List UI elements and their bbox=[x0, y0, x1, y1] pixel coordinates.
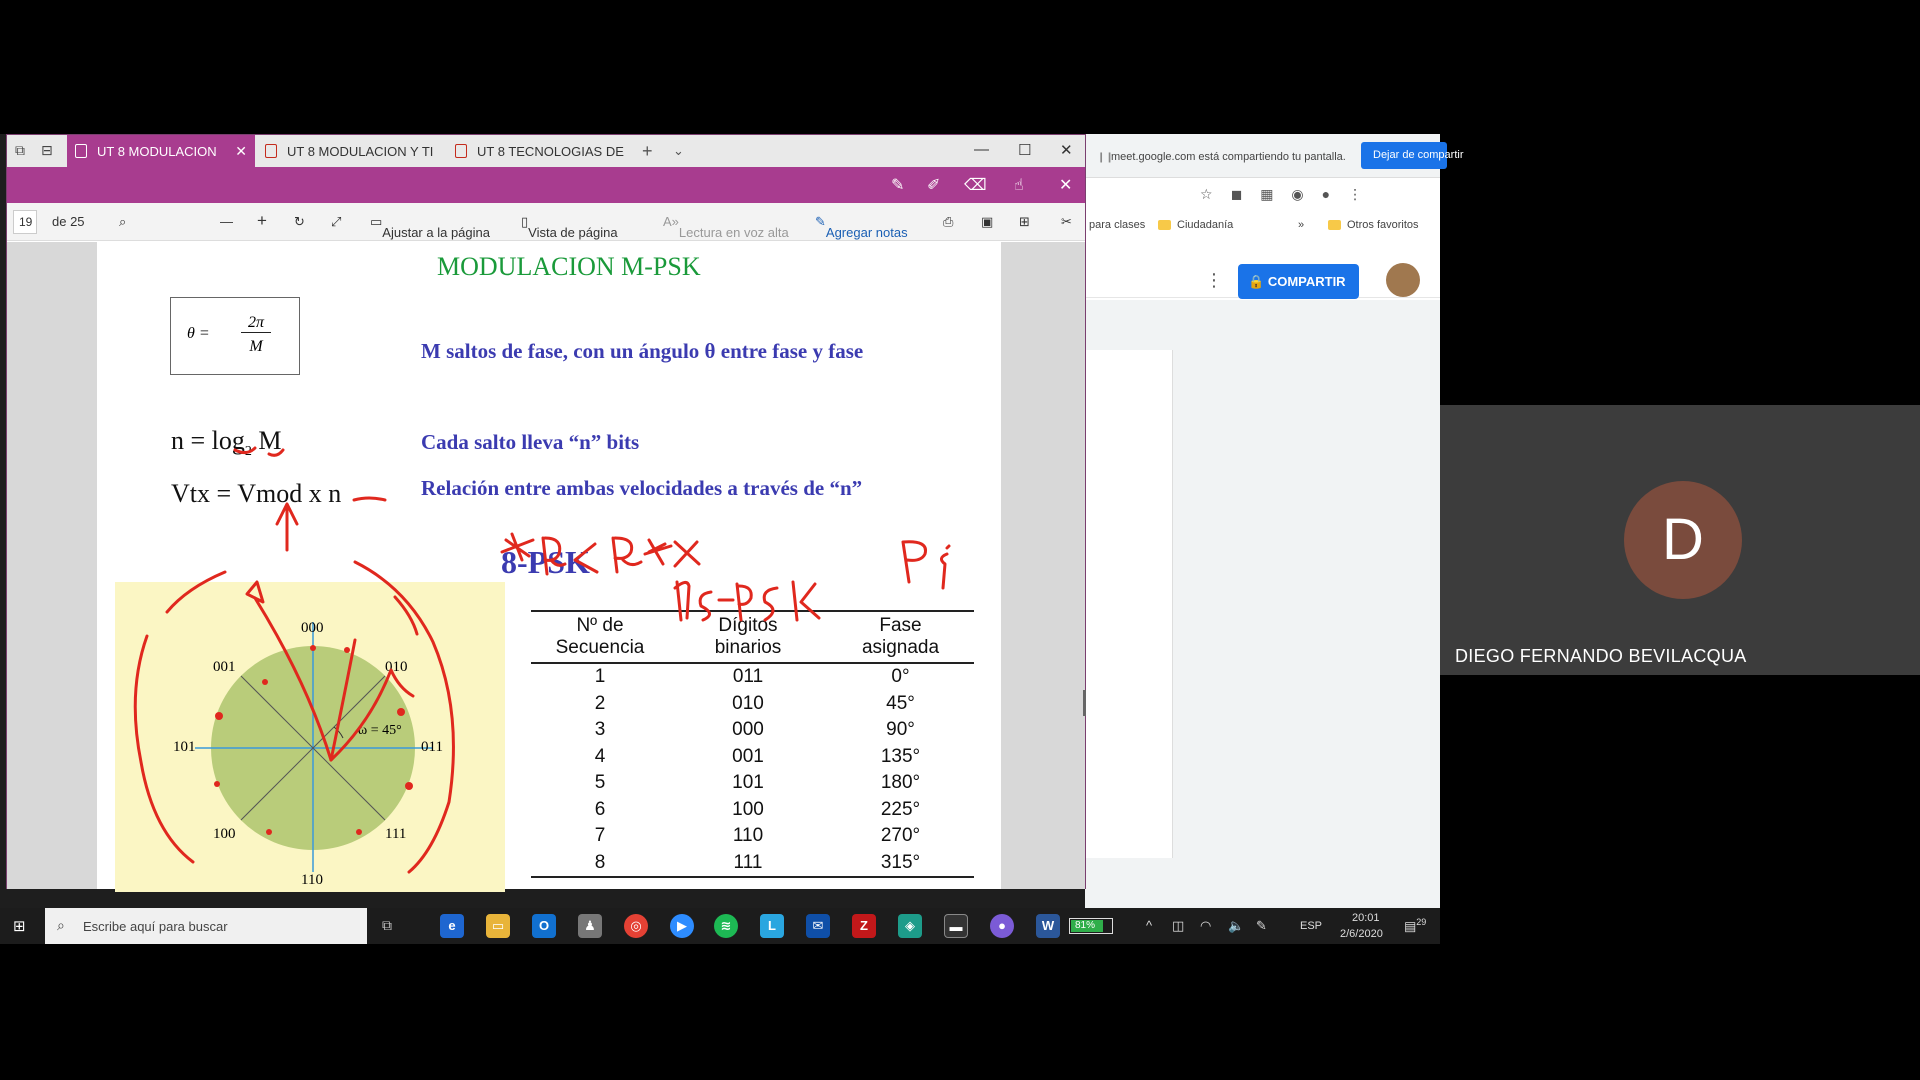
page-number-input[interactable]: 19 bbox=[13, 210, 37, 234]
avatar[interactable] bbox=[1386, 263, 1420, 297]
red-dot bbox=[344, 647, 350, 653]
red-dot bbox=[356, 829, 362, 835]
wifi-icon[interactable]: ◠ bbox=[1200, 918, 1212, 933]
red-dot bbox=[266, 829, 272, 835]
network-icon[interactable]: ◫ bbox=[1172, 918, 1185, 933]
handwriting-ink bbox=[764, 588, 777, 620]
handwriting-ink bbox=[793, 582, 819, 620]
red-dot bbox=[397, 708, 405, 716]
extension-icon[interactable]: ◉ bbox=[1291, 186, 1304, 202]
terminal-icon[interactable]: ▬ bbox=[944, 914, 968, 938]
zoom-out-icon[interactable]: — bbox=[220, 214, 233, 229]
red-dot bbox=[214, 781, 220, 787]
star-icon[interactable]: ☆ bbox=[1200, 186, 1213, 202]
more-options-icon[interactable]: ⋮ bbox=[1205, 270, 1223, 290]
underline-ink bbox=[235, 448, 283, 455]
highlighter-icon[interactable]: ✐ bbox=[927, 177, 941, 194]
language-indicator[interactable]: ESP bbox=[1300, 920, 1323, 932]
theta-formula: θ = 2π M bbox=[170, 297, 300, 375]
task-view-icon[interactable]: ⧉ bbox=[382, 917, 392, 933]
spotify-icon[interactable]: ≋ bbox=[714, 914, 738, 938]
red-dot bbox=[310, 645, 316, 651]
pdf-document-area[interactable] bbox=[7, 242, 1085, 889]
arrow-ink bbox=[247, 582, 331, 760]
handwriting-ink bbox=[941, 546, 949, 588]
bookmark-otros-favoritos[interactable]: Otros favoritos bbox=[1328, 219, 1419, 231]
close-ink-icon[interactable]: ✕ bbox=[1059, 177, 1073, 194]
slide-title: MODULACION M-PSK bbox=[437, 252, 701, 281]
bookmarks-bar bbox=[1085, 212, 1440, 240]
red-dot bbox=[215, 712, 223, 720]
search-icon[interactable]: ⌕ bbox=[119, 214, 127, 229]
tab-ut8-tecnologias[interactable]: UT 8 TECNOLOGIAS DE bbox=[447, 135, 632, 167]
bookmark-para-clases[interactable]: para clases bbox=[1089, 219, 1146, 231]
tab-ut8-modulacion-y-ti[interactable]: UT 8 MODULACION Y TI bbox=[257, 135, 442, 167]
extension-icon[interactable]: ◼ bbox=[1230, 186, 1243, 202]
bits-per-jump-text: Cada salto lleva “n” bits bbox=[421, 430, 640, 454]
meet-participant-tile[interactable] bbox=[1440, 405, 1920, 675]
edge-pdf-window bbox=[6, 134, 1086, 889]
clock-time[interactable]: 20:01 bbox=[1352, 912, 1380, 924]
table-row: 1 011 0° bbox=[594, 666, 910, 688]
share-button[interactable]: 🔒 COMPARTIR bbox=[1238, 264, 1359, 299]
tab-list-chevron-icon[interactable]: ⌄ bbox=[673, 143, 684, 158]
folder-icon bbox=[1328, 220, 1341, 230]
handwriting-ink bbox=[700, 592, 733, 620]
google-doc-body bbox=[1085, 300, 1440, 908]
search-icon: ⌕ bbox=[57, 917, 65, 933]
save-icon[interactable]: ▣ bbox=[981, 214, 994, 229]
screen-share-notice-bar bbox=[1085, 134, 1464, 178]
arrow-ink bbox=[277, 504, 297, 550]
read-aloud-button[interactable]: A» Lectura en voz alta bbox=[663, 214, 789, 240]
less-than-ink bbox=[575, 544, 597, 572]
shared-screen bbox=[0, 134, 1464, 944]
fullscreen-icon[interactable]: ⤢ bbox=[331, 214, 342, 229]
windows-taskbar bbox=[0, 908, 1440, 944]
menu-icon[interactable]: ⋮ bbox=[1348, 186, 1363, 202]
eraser-icon[interactable]: ⌫ bbox=[964, 177, 987, 194]
fit-page-button[interactable]: ▭ Ajustar a la página bbox=[370, 214, 490, 240]
asterisk-ink bbox=[645, 540, 671, 564]
table-row: 6 100 225° bbox=[594, 798, 921, 820]
asterisk-ink bbox=[502, 534, 533, 560]
header-binary: Dígitos binarios bbox=[714, 615, 782, 658]
header-sequence: Nº de Secuencia bbox=[555, 615, 645, 658]
ink-annotations bbox=[97, 242, 1001, 889]
chrome-icon[interactable]: ◎ bbox=[624, 914, 648, 938]
more-bookmarks-icon[interactable]: » bbox=[1298, 219, 1305, 231]
chrome-toolbar-icons bbox=[1200, 186, 1362, 203]
zoom-icon[interactable]: ▶ bbox=[670, 914, 694, 938]
mail-icon[interactable]: ✉ bbox=[806, 914, 830, 938]
velocity-relation-text: Relación entre ambas velocidades a través de “n” bbox=[421, 476, 863, 500]
point-100: 100 bbox=[213, 826, 236, 842]
table-row: 2 010 45° bbox=[594, 692, 915, 714]
pen-icon[interactable]: ✎ bbox=[891, 177, 905, 194]
close-tab-icon[interactable]: ✕ bbox=[235, 143, 247, 159]
point-110: 110 bbox=[301, 872, 323, 888]
restore-tabs-icon[interactable]: ⊟ bbox=[41, 142, 53, 158]
handwriting-ink bbox=[613, 538, 641, 572]
touch-write-icon[interactable]: ☝ bbox=[1014, 177, 1024, 194]
file-explorer-icon[interactable]: ▭ bbox=[486, 914, 510, 938]
word-icon[interactable]: W bbox=[1036, 914, 1060, 938]
scrollbar[interactable] bbox=[1083, 690, 1086, 716]
tab-actions bbox=[15, 142, 53, 159]
doc-page bbox=[1085, 350, 1173, 858]
table-row: 8 111 315° bbox=[594, 851, 921, 873]
notifications-icon[interactable]: ▤$^{29}$ bbox=[1404, 917, 1427, 934]
table-row: 7 110 270° bbox=[594, 825, 921, 847]
pdf-icon bbox=[75, 144, 87, 158]
table-row: 5 101 180° bbox=[594, 772, 921, 794]
pause-icon: ❙❙ bbox=[1097, 152, 1114, 163]
underline-ink bbox=[354, 498, 385, 500]
handwriting-ink bbox=[675, 582, 689, 620]
point-011: 011 bbox=[421, 739, 443, 755]
pdf-toolbar bbox=[7, 203, 1085, 241]
stop-sharing-button[interactable]: Dejar de compartir bbox=[1361, 142, 1447, 169]
tab-bar bbox=[7, 135, 1085, 167]
share-notice-text: meet.google.com está compartiendo tu pantalla. bbox=[1111, 151, 1346, 163]
point-010: 010 bbox=[385, 659, 408, 675]
edge-icon[interactable]: e bbox=[440, 914, 464, 938]
filezilla-icon[interactable]: Z bbox=[852, 914, 876, 938]
add-notes-button[interactable]: ✎ Agregar notas bbox=[815, 214, 908, 240]
pdf-page bbox=[97, 242, 1001, 889]
red-dot bbox=[405, 782, 413, 790]
participant-name: DIEGO FERNANDO BEVILACQUA bbox=[1455, 646, 1747, 666]
point-111: 111 bbox=[385, 826, 407, 842]
close-window-icon[interactable]: ✕ bbox=[1060, 142, 1073, 159]
pin-toolbar-icon[interactable]: ✂ bbox=[1061, 214, 1072, 229]
app-icon[interactable]: ◈ bbox=[898, 914, 922, 938]
battery-fill: 81% bbox=[1071, 920, 1103, 932]
zoom-in-icon[interactable]: + bbox=[257, 211, 267, 230]
clock-date[interactable]: 2/6/2020 bbox=[1340, 928, 1383, 940]
volume-icon[interactable]: 🔈 bbox=[1228, 918, 1245, 933]
ink-toolbar bbox=[7, 167, 1085, 203]
page-view-button[interactable]: ▯ Vista de página bbox=[521, 214, 618, 240]
point-000: 000 bbox=[301, 620, 324, 636]
windows-start-icon[interactable]: ⊞ bbox=[13, 918, 26, 935]
omega-label: ω = 45° bbox=[358, 723, 402, 738]
taskbar-search-input[interactable]: ⌕ Escribe aquí para buscar bbox=[45, 908, 367, 944]
app-l-icon[interactable]: L bbox=[760, 914, 784, 938]
bookmark-ciudadania[interactable]: Ciudadanía bbox=[1158, 219, 1233, 231]
apps-icon[interactable]: ▦ bbox=[1260, 186, 1274, 202]
pen-icon[interactable]: ✎ bbox=[1256, 918, 1267, 933]
point-001: 001 bbox=[213, 659, 236, 675]
point-101: 101 bbox=[173, 739, 196, 755]
folder-icon bbox=[1158, 220, 1171, 230]
n-equation: $n = \log_2 M$ bbox=[171, 426, 282, 460]
rotate-icon[interactable]: ↻ bbox=[294, 214, 305, 229]
red-dot bbox=[262, 679, 268, 685]
app-icon[interactable]: ♟ bbox=[578, 914, 602, 938]
outlook-icon[interactable]: O bbox=[532, 914, 556, 938]
pdf-icon bbox=[265, 144, 277, 158]
print-icon[interactable]: ⎙ bbox=[943, 214, 954, 229]
chevron-up-icon[interactable]: ^ bbox=[1146, 918, 1153, 933]
vtx-equation: Vtx = Vmod x n bbox=[171, 479, 342, 508]
arrow-ink bbox=[331, 640, 355, 760]
participant-avatar: D bbox=[1624, 481, 1742, 599]
pdf-icon bbox=[455, 144, 467, 158]
handwriting-ink bbox=[903, 542, 926, 582]
chrome-window bbox=[1085, 134, 1464, 908]
table-row: 4 001 135° bbox=[594, 745, 921, 767]
save-as-icon[interactable]: ⊞ bbox=[1019, 214, 1030, 229]
handwriting-ink bbox=[543, 538, 565, 574]
tab-ut8-modulacion[interactable]: UT 8 MODULACION ✕ bbox=[67, 135, 255, 167]
circle-ink bbox=[135, 572, 225, 862]
page-total: de 25 bbox=[52, 214, 85, 229]
table-row: 3 000 90° bbox=[594, 719, 915, 741]
phase-jumps-text: M saltos de fase, con un ángulo θ entre fase y fase bbox=[421, 339, 864, 363]
x-ink bbox=[675, 542, 699, 566]
battery-indicator[interactable] bbox=[1069, 918, 1113, 934]
8psk-label: 8-PSK bbox=[501, 544, 590, 580]
maximize-icon[interactable]: ☐ bbox=[1018, 142, 1032, 159]
handwriting-ink bbox=[737, 584, 751, 620]
tab-set-aside-icon[interactable]: ⧉ bbox=[15, 142, 25, 158]
app-drop-icon[interactable]: ● bbox=[990, 914, 1014, 938]
new-tab-icon[interactable]: + bbox=[642, 141, 653, 161]
minimize-icon[interactable]: — bbox=[974, 141, 989, 158]
header-phase: Fase asignada bbox=[861, 615, 940, 658]
profile-icon[interactable]: ● bbox=[1321, 186, 1331, 202]
